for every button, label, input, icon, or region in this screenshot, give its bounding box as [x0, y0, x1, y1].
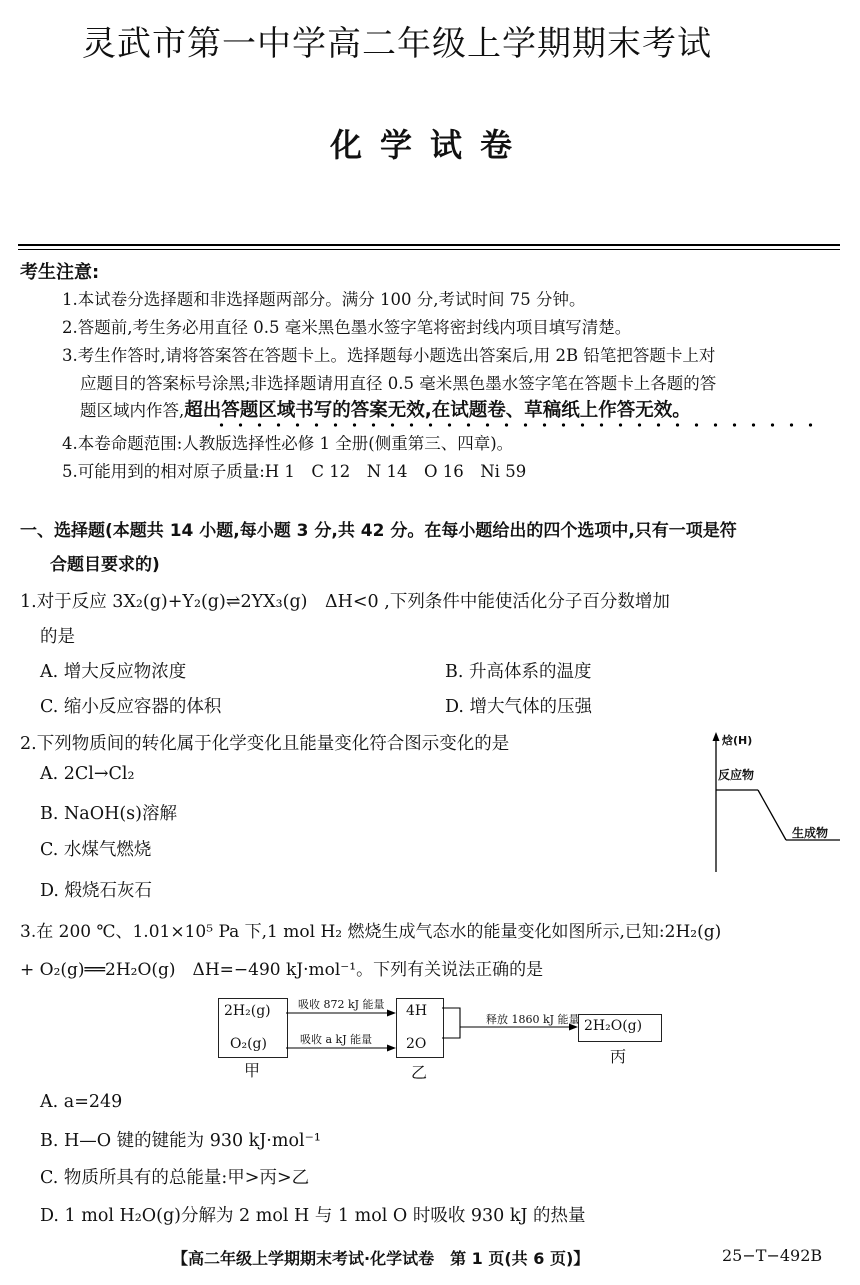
- q2-stem: 2.下列物质间的转化属于化学变化且能量变化符合图示变化的是: [20, 734, 510, 754]
- q3-option-b: B. H—O 键的键能为 930 kJ·mol⁻¹: [40, 1131, 321, 1151]
- notice-item-3-line3-text: 题区域内作答,: [80, 401, 185, 420]
- notice-item-4: 4.本卷命题范围:人教版选择性必修 1 全册(侧重第三、四章)。: [62, 434, 514, 453]
- arrow-1860-label: 释放 1860 kJ 能量: [486, 1013, 580, 1026]
- exam-subtitle: 化学试卷: [330, 126, 531, 164]
- q3-stem-line2: + O₂(g)══2H₂O(g) ΔH=−490 kJ·mol⁻¹。下列有关说法正确的是: [20, 960, 544, 980]
- section1-heading-line2: 合题目要求的): [50, 555, 160, 575]
- box-bing-text: 2H₂O(g): [584, 1018, 643, 1034]
- notice-heading: 考生注意:: [20, 262, 100, 283]
- q3-option-c: C. 物质所具有的总能量:甲>丙>乙: [40, 1168, 310, 1188]
- notice-item-2: 2.答题前,考生务必用直径 0.5 毫米黑色墨水签字笔将密封线内项目填写清楚。: [62, 318, 632, 337]
- arrow-872-head: [387, 1010, 396, 1017]
- notice-emphasis: 超出答题区域书写的答案无效,在试题卷、草稿纸上作答无效。: [184, 400, 691, 421]
- q1-stem-line1: 1.对于反应 3X₂(g)+Y₂(g)⇌2YX₃(g) ΔH<0 ,下列条件中能使活化分子百分数增加: [20, 592, 670, 612]
- graph-ylabel: 焓(H): [722, 734, 753, 747]
- bracket-yi: [442, 1008, 460, 1038]
- box-yi-bottom: 2O: [406, 1036, 427, 1052]
- header-rule-top: [18, 244, 840, 246]
- notice-item-3-line3: [80, 396, 691, 422]
- q1-option-a: A. 增大反应物浓度: [40, 662, 187, 682]
- header-rule-bottom: [18, 249, 840, 250]
- q1-option-c: C. 缩小反应容器的体积: [40, 697, 222, 717]
- transition-line: [758, 790, 786, 840]
- label-bing: 丙: [610, 1047, 627, 1066]
- q2-option-b: B. NaOH(s)溶解: [40, 804, 177, 824]
- graph-product-label: 生成物: [792, 826, 829, 840]
- box-yi-top: 4H: [406, 1003, 428, 1019]
- q2-option-a: A. 2Cl→Cl₂: [40, 764, 135, 784]
- arrow-872-label: 吸收 872 kJ 能量: [298, 998, 385, 1011]
- q1-option-b: B. 升高体系的温度: [445, 662, 592, 682]
- arrow-a-head: [387, 1045, 396, 1052]
- notice-item-5: 5.可能用到的相对原子质量:H 1 C 12 N 14 O 16 Ni 59: [62, 462, 527, 481]
- q2-option-c: C. 水煤气燃烧: [40, 840, 152, 860]
- box-jia-top: 2H₂(g): [224, 1003, 271, 1019]
- graph-reactant-label: 反应物: [718, 768, 755, 782]
- q3-option-a: A. a=249: [40, 1092, 123, 1112]
- emphasis-dots: [212, 423, 816, 427]
- q2-option-d: D. 煅烧石灰石: [40, 881, 153, 901]
- section1-heading-line1: 一、选择题(本题共 14 小题,每小题 3 分,共 42 分。在每小题给出的四个选项中,只有一项是符: [20, 521, 737, 541]
- box-jia-bottom: O₂(g): [230, 1036, 267, 1052]
- exam-code: 25−T−492B: [722, 1246, 823, 1265]
- page-footer: 【高二年级上学期期末考试·化学试卷 第 1 页(共 6 页)】: [172, 1249, 590, 1268]
- notice-item-3-line2: 应题目的答案标号涂黑;非选择题请用直径 0.5 毫米黑色墨水签字笔在答题卡上各题的答: [80, 374, 717, 393]
- label-yi: 乙: [411, 1063, 428, 1082]
- q1-option-d: D. 增大气体的压强: [445, 697, 593, 717]
- q3-option-d: D. 1 mol H₂O(g)分解为 2 mol H 与 1 mol O 时吸收 930 kJ 的热量: [40, 1206, 586, 1226]
- q1-stem-line2: 的是: [40, 627, 75, 647]
- label-jia: 甲: [244, 1061, 261, 1080]
- graph-y-axis-arrow: [713, 732, 720, 741]
- arrow-a-label: 吸收 a kJ 能量: [300, 1033, 373, 1046]
- exam-title: 灵武市第一中学高二年级上学期期末考试: [82, 24, 712, 64]
- notice-item-1: 1.本试卷分选择题和非选择题两部分。满分 100 分,考试时间 75 分钟。: [62, 290, 586, 309]
- q3-stem-line1: 3.在 200 ℃、1.01×10⁵ Pa 下,1 mol H₂ 燃烧生成气态水的能量变化如图所示,已知:2H₂(g): [20, 922, 722, 942]
- notice-item-3-line1: 3.考生作答时,请将答案答在答题卡上。选择题每小题选出答案后,用 2B 铅笔把答题卡上对: [62, 346, 716, 365]
- enthalpy-graph: [706, 728, 842, 874]
